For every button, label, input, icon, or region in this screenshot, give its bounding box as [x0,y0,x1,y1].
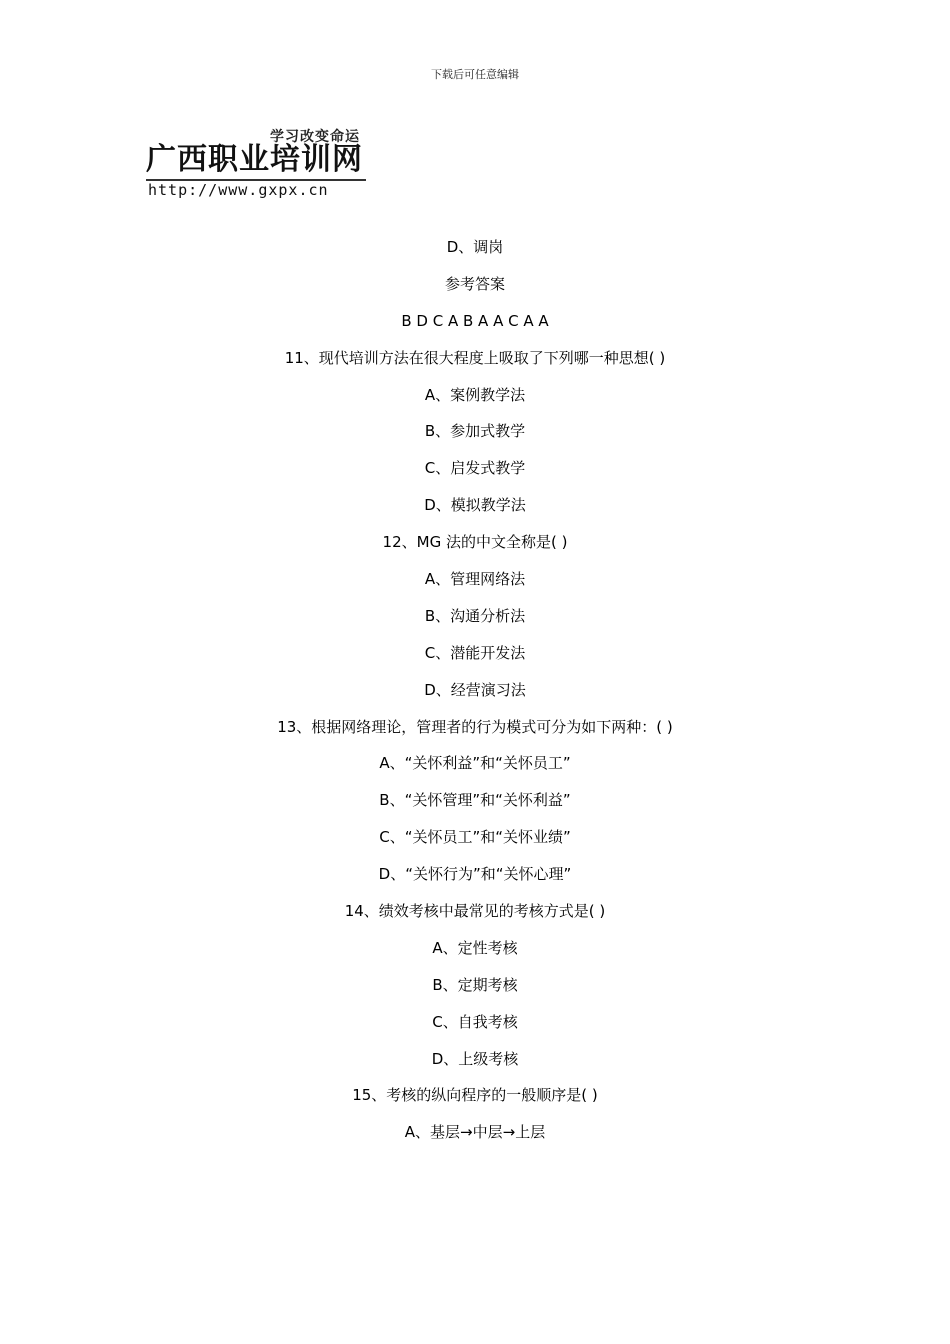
question-12-option-b: B、沟通分析法 [424,606,526,625]
question-13-option-c: C、“关怀员工”和“关怀业绩” [379,828,571,847]
question-15: 15、考核的纵向程序的一般顺序是( ) [352,1086,598,1105]
page-header-note: 下载后可任意编辑 [431,68,519,81]
question-14: 14、绩效考核中最常见的考核方式是( ) [344,902,606,921]
question-12-option-c: C、潜能开发法 [424,643,526,662]
question-14-option-b: B、定期考核 [432,975,518,994]
question-12-option-d: D、经营演习法 [424,680,526,699]
question-13: 13、根据网络理论，管理者的行为模式可分为如下两种：( ) [277,717,673,736]
logo-slogan: 学习改变命运 [270,129,360,145]
site-logo [146,126,368,202]
logo-url: http://www.gxpx.cn [148,181,329,199]
answer-key: B D C A B A A C A A [401,311,549,330]
question-11-option-a: A、案例教学法 [424,385,526,404]
question-13-option-b: B、“关怀管理”和“关怀利益” [379,791,571,810]
question-14-option-a: A、定性考核 [432,938,518,957]
question-11-option-d: D、模拟教学法 [424,496,526,515]
question-14-option-c: C、自我考核 [432,1012,518,1031]
question-13-option-a: A、“关怀利益”和“关怀员工” [379,754,571,773]
question-15-option-a: A、基层→中层→上层 [404,1123,546,1142]
question-11-option-c: C、启发式教学 [424,459,526,478]
answer-heading: 参考答案 [444,274,505,293]
question-11-option-b: B、参加式教学 [424,422,526,441]
question-13-option-d: D、“关怀行为”和“关怀心理” [378,865,572,884]
option-d-previous: D、调岗 [446,238,504,256]
question-12: 12、MG 法的中文全称是( ) [382,533,568,552]
question-11: 11、现代培训方法在很大程度上吸取了下列哪一种思想( ) [284,348,666,367]
logo-site-name: 广西职业培训网 [146,142,363,177]
question-12-option-a: A、管理网络法 [424,570,526,589]
question-14-option-d: D、上级考核 [431,1049,519,1068]
question-list [0,229,950,1151]
